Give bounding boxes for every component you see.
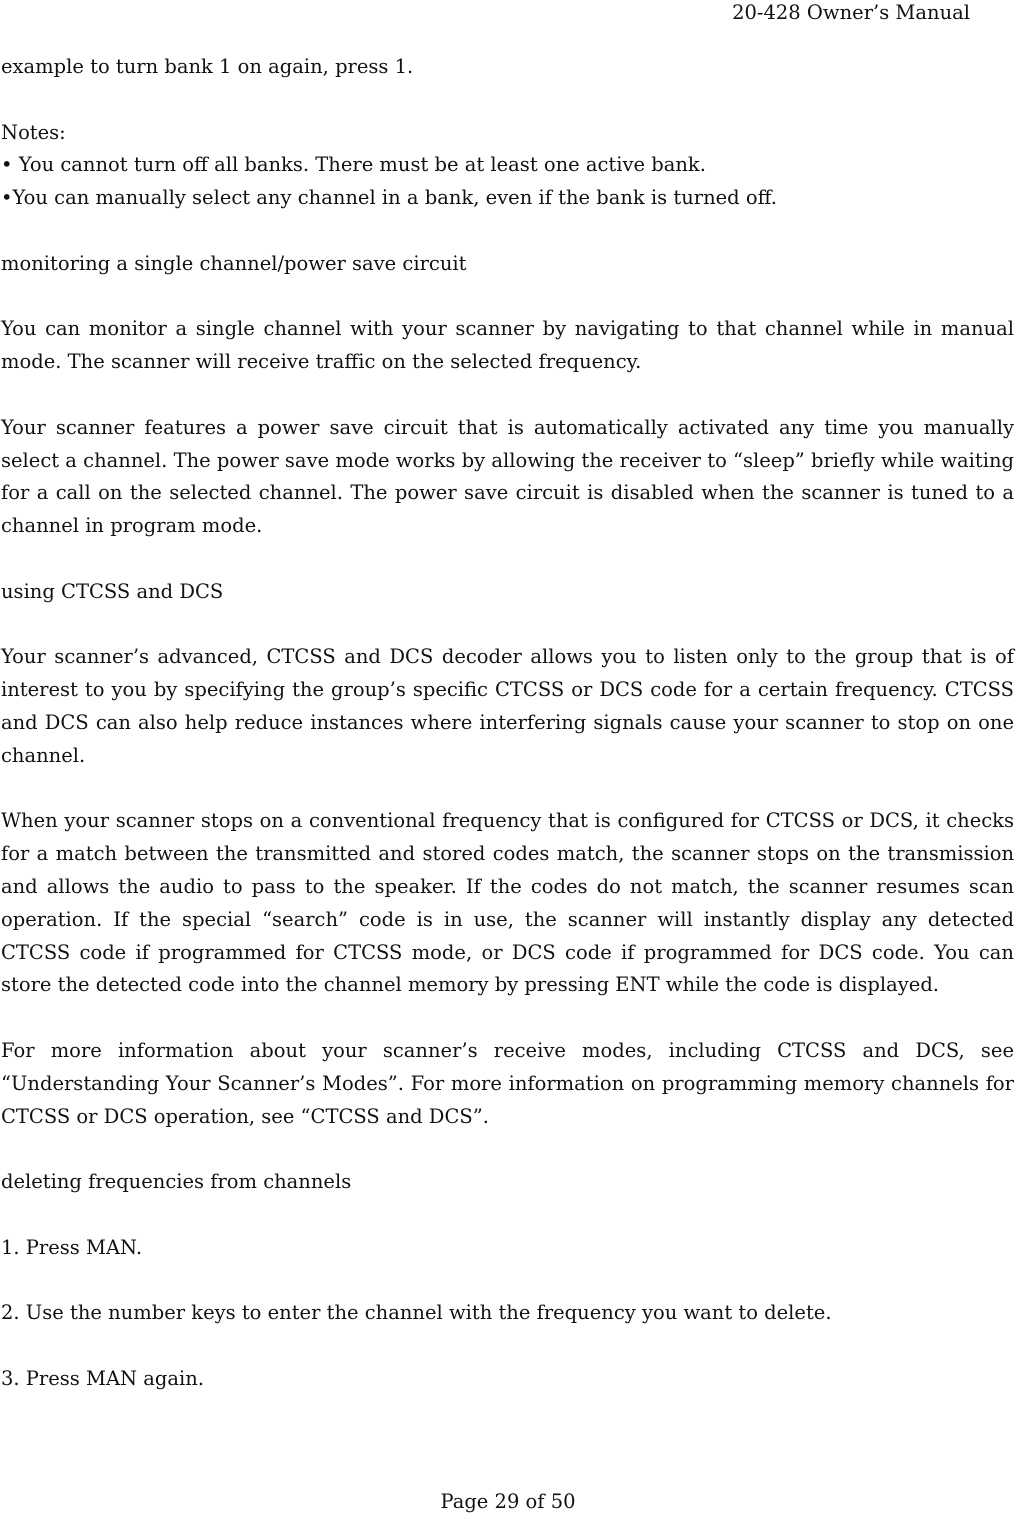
step-2: 2. Use the number keys to enter the channel with the frequency you want to delete. bbox=[1, 1301, 832, 1325]
spacer bbox=[1, 1264, 1014, 1297]
paragraph-ctcss-more-info: For more information about your scanner’s receive modes, including CTCSS and DCS, see “Understanding Your Scanner’s Modes”. For more information on programming memory channels for CTCSS or DCS operation, see “CTCSS and DCS”. bbox=[1, 1038, 1014, 1128]
intro-text: example to turn bank 1 on again, press 1. bbox=[1, 55, 414, 78]
section-heading-ctcss: using CTCSS and DCS bbox=[1, 579, 224, 603]
spacer bbox=[1, 1330, 1014, 1363]
section-heading-deleting: deleting frequencies from channels bbox=[1, 1170, 352, 1194]
paragraph-ctcss-operation: When your scanner stops on a conventional frequency that is configured for CTCSS or DCS, it checks for a match between the transmitted and stored codes match, the scanner stops on the transmission and allows the audio to pass to the speaker. If the codes do not match, the scanner resumes scan operation. If the special “search” code is in use, the scanner will instantly display any detected CTCSS code if programmed for CTCSS mode, or DCS code if programmed for DCS code. You can store the detected code into the channel memory by pressing ENT while the code is displayed. bbox=[1, 809, 1014, 997]
spacer bbox=[1, 1133, 1014, 1166]
spacer bbox=[1, 543, 1014, 576]
spacer bbox=[1, 379, 1014, 412]
spacer bbox=[1, 281, 1014, 314]
step-3: 3. Press MAN again. bbox=[1, 1366, 205, 1390]
spacer bbox=[1, 1199, 1014, 1232]
notes-label: Notes: bbox=[1, 120, 66, 144]
paragraph-monitor: You can monitor a single channel with your scanner by navigating to that channel while in manual mode. The scanner will receive traffic on the selected frequency. bbox=[1, 317, 1014, 374]
spacer bbox=[1, 773, 1014, 806]
note-item-2: •You can manually select any channel in a bank, even if the bank is turned off. bbox=[1, 186, 777, 210]
page-content bbox=[1, 51, 1014, 1396]
step-1: 1. Press MAN. bbox=[1, 1235, 143, 1259]
spacer bbox=[1, 609, 1014, 642]
spacer bbox=[1, 84, 1014, 117]
manual-header-title: 20-428 Owner’s Manual bbox=[732, 1, 970, 24]
paragraph-power-save: Your scanner features a power save circuit that is automatically activated any time you manually select a channel. The power save mode works by allowing the receiver to “sleep” briefly while waiting for a call on the selected channel. The power save circuit is disabled when the scanner is tuned to a channel in program mode. bbox=[1, 415, 1014, 538]
page-number: Page 29 of 50 bbox=[440, 1490, 576, 1513]
section-heading-monitoring: monitoring a single channel/power save circuit bbox=[1, 251, 467, 275]
note-item-1: • You cannot turn off all banks. There must be at least one active bank. bbox=[1, 153, 706, 177]
spacer bbox=[1, 1002, 1014, 1035]
paragraph-ctcss-intro: Your scanner’s advanced, CTCSS and DCS decoder allows you to listen only to the group that is of interest to you by specifying the group’s specific CTCSS or DCS code for a certain frequency. CTCSS and DCS can also help reduce instances where interfering signals cause your scanner to stop on one channel. bbox=[1, 645, 1014, 767]
spacer bbox=[1, 215, 1014, 248]
